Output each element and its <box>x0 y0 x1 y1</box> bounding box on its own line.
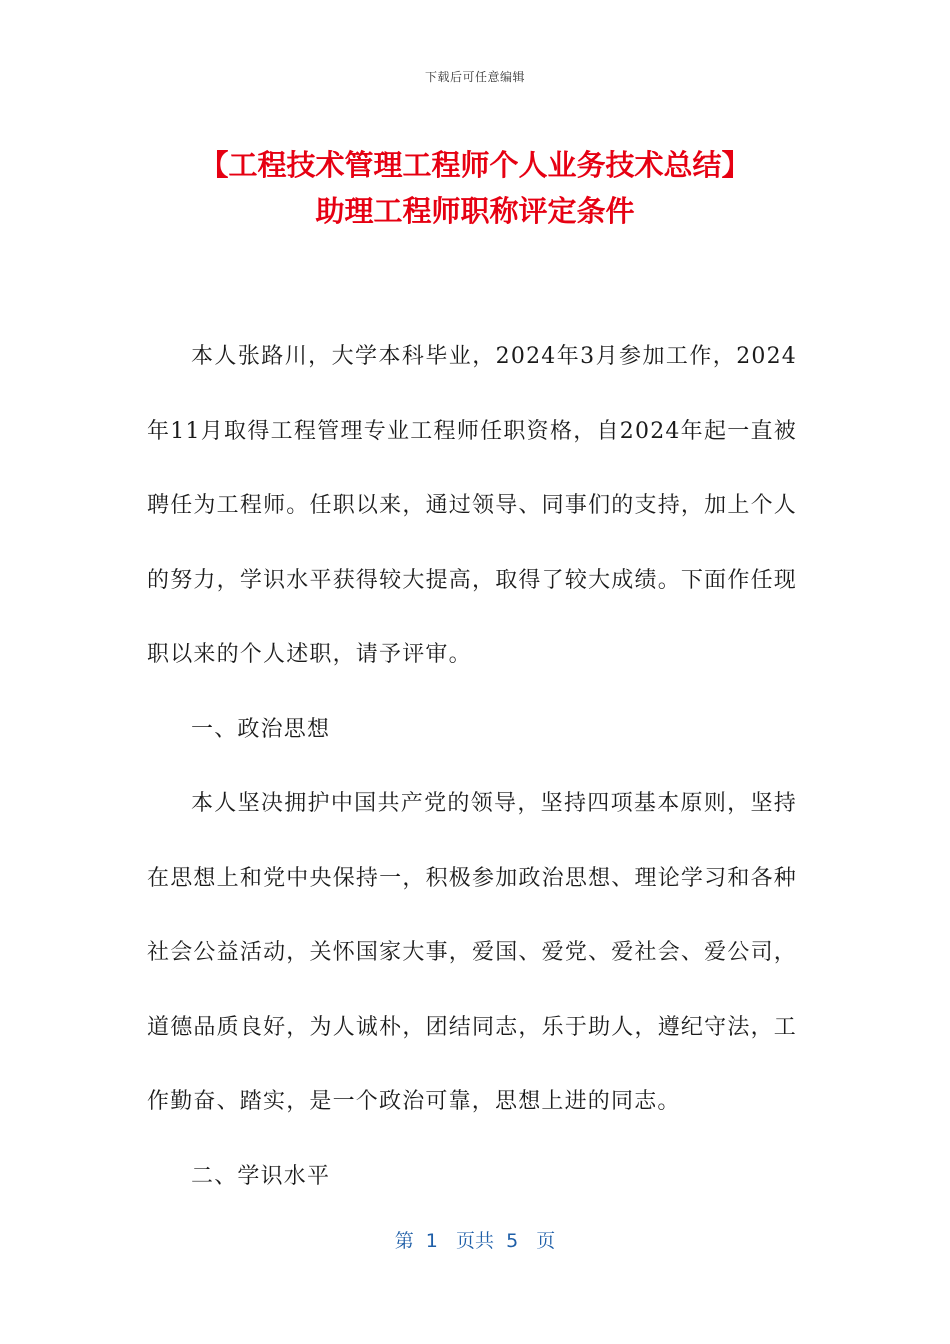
paragraph-politics: 本人坚决拥护中国共产党的领导，坚持四项基本原则，坚持在思想上和党中央保持一，积极参加政治思想、理论学习和各种社会公益活动，关怀国家大事，爱国、爱党、爱社会、爱公司，道德品质良好，为人诚朴，团结同志，乐于助人，遵纪守法，工作勤奋、踏实，是一个政治可靠，思想上进的同志。 <box>147 791 797 1114</box>
section-heading-knowledge: 二、学识水平 <box>191 1163 331 1189</box>
document-title <box>0 142 950 234</box>
document-body <box>147 320 797 1214</box>
paragraph-intro: 本人张路川，大学本科毕业，2024年3月参加工作，2024年11月取得工程管理专业工程师任职资格，自2024年起一直被聘任为工程师。任职以来，通过领导、同事们的支持，加上个人的努力，学识水平获得较大提高，取得了较大成绩。下面作任现职以来的个人述职，请予评审。 <box>147 344 797 667</box>
title-line-1: 【工程技术管理工程师个人业务技术总结】 <box>199 148 751 182</box>
page-number: 第 1 页共 5 页 <box>394 1230 556 1252</box>
section-heading-politics: 一、政治思想 <box>191 716 331 742</box>
title-line-2: 助理工程师职称评定条件 <box>315 194 635 228</box>
header-note: 下载后可任意编辑 <box>424 70 525 84</box>
